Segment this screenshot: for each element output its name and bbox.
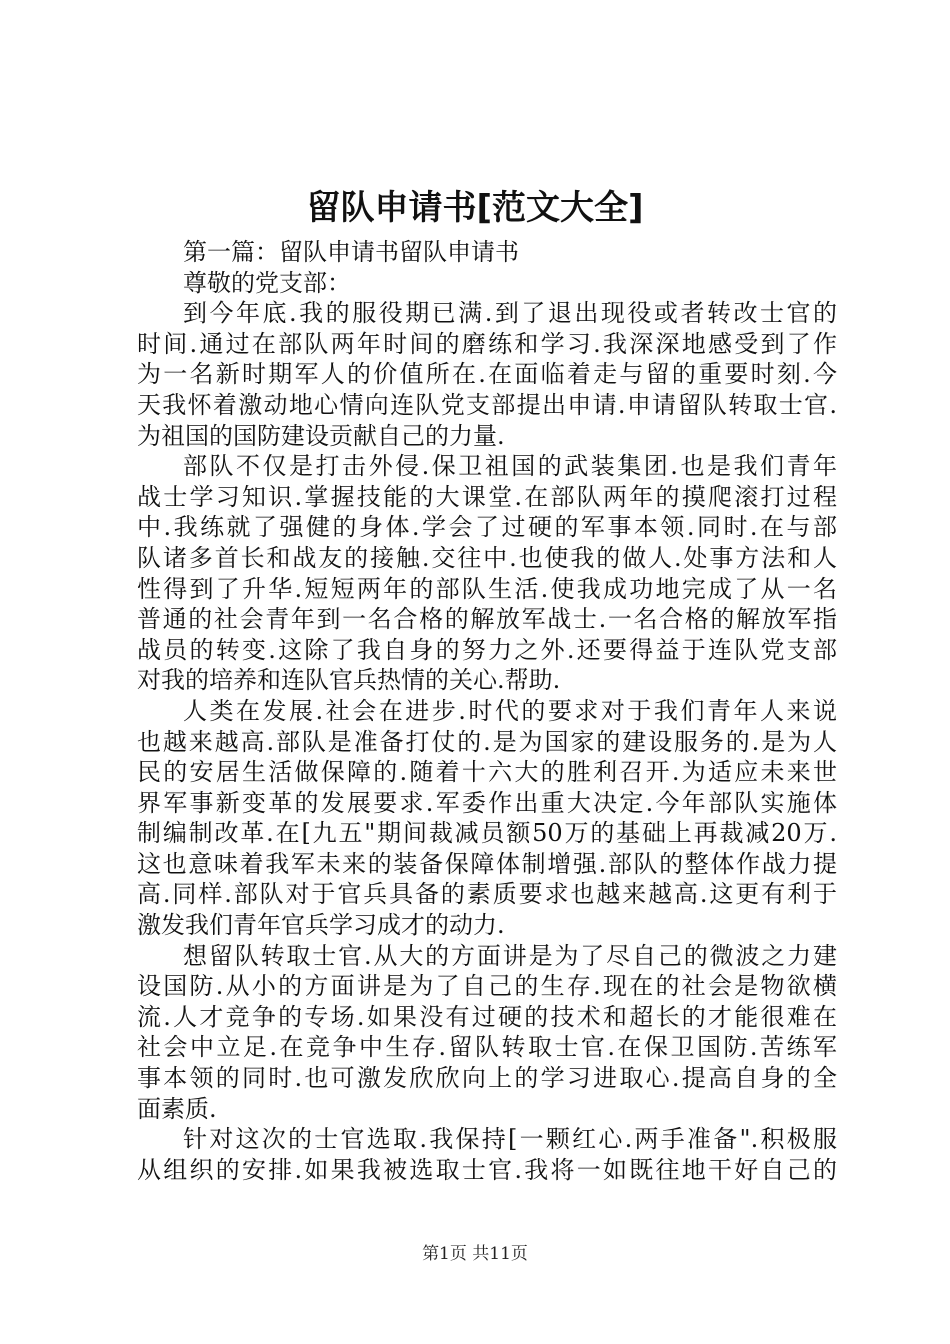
body-line: 界军事新变革的发展要求.军委作出重大决定.今年部队实施体 — [137, 788, 837, 817]
body-line: 人类在发展.社会在进步.时代的要求对于我们青年人来说 — [183, 696, 837, 725]
body-line: 性得到了升华.短短两年的部队生活.使我成功地完成了从一名 — [137, 574, 837, 603]
body-line: 面素质. — [137, 1094, 217, 1123]
body-line: 针对这次的士官选取.我保持[一颗红心.两手准备".积极服 — [183, 1125, 837, 1154]
body-line: 社会中立足.在竞争中生存.留队转取士官.在保卫国防.苦练军 — [137, 1033, 837, 1062]
body-line: 这也意味着我军未来的装备保障体制增强.部队的整体作战力提 — [137, 849, 837, 878]
body-line: 时间.通过在部队两年时间的磨练和学习.我深深地感受到了作 — [137, 329, 837, 358]
body-line: 天我怀着激动地心情向连队党支部提出申请.申请留队转取士官. — [137, 390, 837, 419]
body-line: 事本领的同时.也可激发欣欣向上的学习进取心.提高自身的全 — [137, 1064, 837, 1093]
body-line: 部队不仅是打击外侵.保卫祖国的武装集团.也是我们青年 — [183, 452, 837, 481]
body-line: 尊敬的党支部： — [183, 268, 351, 297]
page-footer: 第1页 共11页 — [422, 1244, 528, 1264]
body-line: 对我的培养和连队官兵热情的关心.帮助. — [137, 666, 561, 695]
body-line: 流.人才竞争的专场.如果没有过硬的技术和超长的才能很难在 — [137, 1002, 837, 1031]
body-line: 战员的转变.这除了我自身的努力之外.还要得益于连队党支部 — [137, 635, 837, 664]
body-line: 普通的社会青年到一名合格的解放军战士.一名合格的解放军指 — [137, 605, 837, 634]
body-line: 从组织的安排.如果我被选取士官.我将一如既往地干好自己的 — [137, 1155, 837, 1184]
document-body — [137, 237, 837, 1185]
body-line: 设国防.从小的方面讲是为了自己的生存.现在的社会是物欲横 — [137, 972, 837, 1001]
body-line: 队诸多首长和战友的接触.交往中.也使我的做人.处事方法和人 — [137, 543, 837, 572]
body-line: 高.同样.部队对于官兵具备的素质要求也越来越高.这更有利于 — [137, 880, 837, 909]
body-line: 制编制改革.在[九五"期间裁减员额50万的基础上再裁减20万. — [137, 819, 837, 848]
body-line: 战士学习知识.掌握技能的大课堂.在部队两年的摸爬滚打过程 — [137, 482, 837, 511]
body-line: 为一名新时期军人的价值所在.在面临着走与留的重要时刻.今 — [137, 360, 837, 389]
body-line: 中.我练就了强健的身体.学会了过硬的军事本领.同时.在与部 — [137, 513, 837, 542]
body-line: 激发我们青年官兵学习成才的动力. — [137, 911, 505, 940]
body-line: 想留队转取士官.从大的方面讲是为了尽自己的微波之力建 — [183, 941, 837, 970]
document-title: 留队申请书[范文大全] — [306, 188, 644, 228]
body-line: 也越来越高.部队是准备打仗的.是为国家的建设服务的.是为人 — [137, 727, 837, 756]
body-line: 为祖国的国防建设贡献自己的力量. — [137, 421, 505, 450]
body-line: 民的安居生活做保障的.随着十六大的胜利召开.为适应未来世 — [137, 758, 837, 787]
body-line: 第一篇：留队申请书留队申请书 — [183, 238, 519, 266]
body-line: 到今年底.我的服役期已满.到了退出现役或者转改士官的 — [183, 299, 837, 328]
